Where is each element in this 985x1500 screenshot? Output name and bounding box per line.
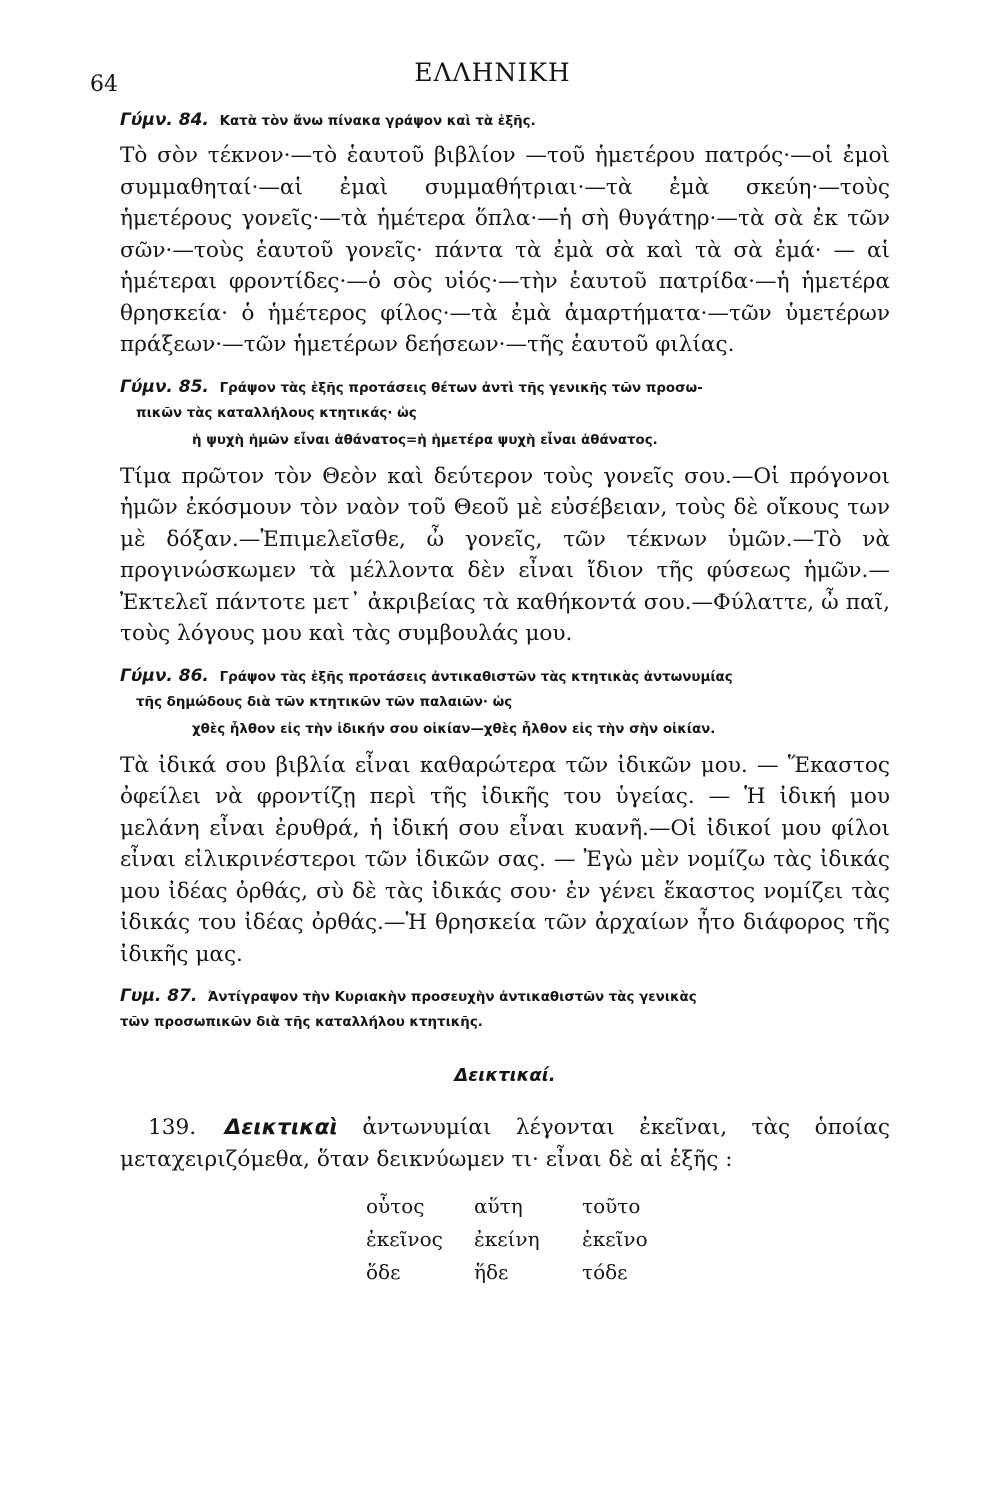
table-row [366,1256,690,1289]
defined-term: Δεικτικαὶ [224,1115,338,1140]
demonstrative-pronoun-table [366,1190,690,1289]
table-cell: ἐκείνη [474,1227,540,1251]
exercise-86-example: χθὲς ἦλθον εἰς τὴν ἰδικήν σου οἰκίαν—χθὲς ἦλθον εἰς τὴν σὴν οἰκίαν. [192,721,716,737]
exercise-84-label: Γύμν. 84. [120,110,209,130]
exercise-86-text: Τὰ ἰδικά σου βιβλία εἶναι καθαρώτερα τῶν ἰδικῶν μου. — Ἕκαστος ὀφείλει νὰ φροντίζῃ περὶ τῆς ἰδικῆς του ὑγείας. — Ἡ ἰδική μου μελάνη εἶναι ἐρυθρά, ἡ ἰδική σου εἶναι κυανῆ.—Οἱ ἰδικοί μου φίλοι εἶναι εἰλικρινέστεροι τῶν ἰδικῶν σας. — Ἐγὼ μὲν νομίζω τὰς ἰδικάς μου ἰδέας ὀρθάς, σὺ δὲ τὰς ἰδικάς σου· ἐν γένει ἕκαστος νομίζει τὰς ἰδικάς του ἰδέας ὀρθάς.—Ἡ θρησκεία τῶν ἀρχαίων ἦτο διάφορος τῆς ἰδικῆς μας. [120,752,890,967]
exercise-85-instruction [120,375,890,401]
table-cell: ἐκεῖνος [366,1227,443,1251]
exercise-85-example: ἡ ψυχὴ ἡμῶν εἶναι ἀθάνατος=ἡ ἡμετέρα ψυχὴ εἶναι ἀθάνατος. [192,432,658,448]
page-header [90,42,895,97]
exercise-84-text: Τὸ σὸν τέκνον·—τὸ ἑαυτοῦ βιβλίον —τοῦ ἡμετέρου πατρός·—οἱ ἐμοὶ συμμαθηταί·—αἱ ἐμαὶ συμμαθήτριαι·—τὰ ἐμὰ σκεύη·—τοὺς ἡμετέρους γονεῖς·—τὰ ἡμέτερα ὅπλα·—ἡ σὴ θυγάτηρ·—τὰ σὰ ἐκ τῶν σῶν·—τοὺς ἑαυτοῦ γονεῖς· πάντα τὰ ἐμὰ σὰ καὶ τὰ σὰ ἐμά· — αἱ ἡμέτεραι φροντίδες·—ὁ σὸς υἱός·—τὴν ἑαυτοῦ πατρίδα·—ἡ ἡμετέρα θρησκεία· ὁ ἡμέτερος φίλος·—τὰ ἐμὰ ἁμαρτήματα·—τῶν ὑμετέρων πράξεων·—τῶν ἡμετέρων δεήσεων·—τῆς ἑαυτοῦ φιλίας. [120,143,890,357]
exercise-87-instruction-cont: τῶν προσωπικῶν διὰ τῆς καταλλήλου κτητικῆς. [120,1015,483,1030]
paragraph-139-text: ἀντωνυμίαι λέγονται ἐκεῖναι, τὰς ὁποίας μεταχειριζόμεθα, ὅταν δεικνύωμεν τι· εἶναι δὲ αἱ ἑξῆς : [120,1115,890,1172]
exercise-87-label: Γυμ. 87. [120,986,198,1006]
table-cell: αὕτη [474,1194,523,1218]
exercise-86-label: Γύμν. 86. [120,665,209,686]
page-content [120,108,890,1289]
table-row [366,1223,690,1256]
page-number: 64 [90,72,118,97]
table-cell: ἥδε [474,1260,509,1284]
exercise-87-instruction-text: Ἀντίγραψον τὴν Κυριακὴν προσευχὴν ἀντικαθιστῶν τὰς γενικὰς [208,990,697,1005]
table-cell: ἐκεῖνο [582,1227,648,1251]
exercise-87-instruction [120,984,890,1010]
exercise-86-instruction [120,664,890,690]
paragraph-139 [120,1112,890,1176]
exercise-84-instruction-text: Κατὰ τὸν ἄνω πίνακα γράψον καὶ τὰ ἑξῆς. [219,114,536,129]
table-row [366,1190,690,1223]
paragraph-number: 139. [148,1115,197,1140]
exercise-84-instruction [120,108,890,134]
exercise-86-instruction-cont: τῆς δημώδους διὰ τῶν κτητικῶν τῶν παλαιῶν· ὡς [136,694,513,710]
exercise-85-instruction-cont: πικῶν τὰς καταλλήλους κτητικάς· ὡς [136,405,417,421]
table-cell: τοῦτο [582,1194,641,1218]
exercise-86-instruction-text: Γράψον τὰς ἑξῆς προτάσεις ἀντικαθιστῶν τὰς κτητικὰς ἀντωνυμίας [219,669,733,685]
running-title: ΕΛΛΗΝΙΚΗ [414,58,571,87]
exercise-85-text: Τίμα πρῶτον τὸν Θεὸν καὶ δεύτερον τοὺς γονεῖς σου.—Οἱ πρόγονοι ἡμῶν ἐκόσμουν τὸν ναὸν τοῦ Θεοῦ μὲ εὐσέβειαν, τοὺς δὲ οἴκους των μὲ δόξαν.—Ἐπιμελεῖσθε, ὦ γονεῖς, τῶν τέκνων ὑμῶν.—Τὸ νὰ προγινώσκωμεν τὰ μέλλοντα δὲν εἶναι ἴδιον τῆς φύσεως ἡμῶν.—Ἐκτελεῖ πάντοτε μετ᾽ ἀκριβείας τὰ καθήκοντά σου.—Φύλαττε, ὦ παῖ, τοὺς λόγους μου καὶ τὰς συμβουλάς μου. [120,463,890,646]
table-cell: ὅδε [366,1260,401,1284]
table-cell: οὗτος [366,1194,425,1218]
section-heading: Δεικτικαί. [454,1065,556,1086]
table-cell: τόδε [582,1260,628,1284]
exercise-85-instruction-text: Γράψον τὰς ἑξῆς προτάσεις θέτων ἀντὶ τῆς γενικῆς τῶν προσω- [219,380,703,396]
exercise-85-label: Γύμν. 85. [120,376,209,397]
